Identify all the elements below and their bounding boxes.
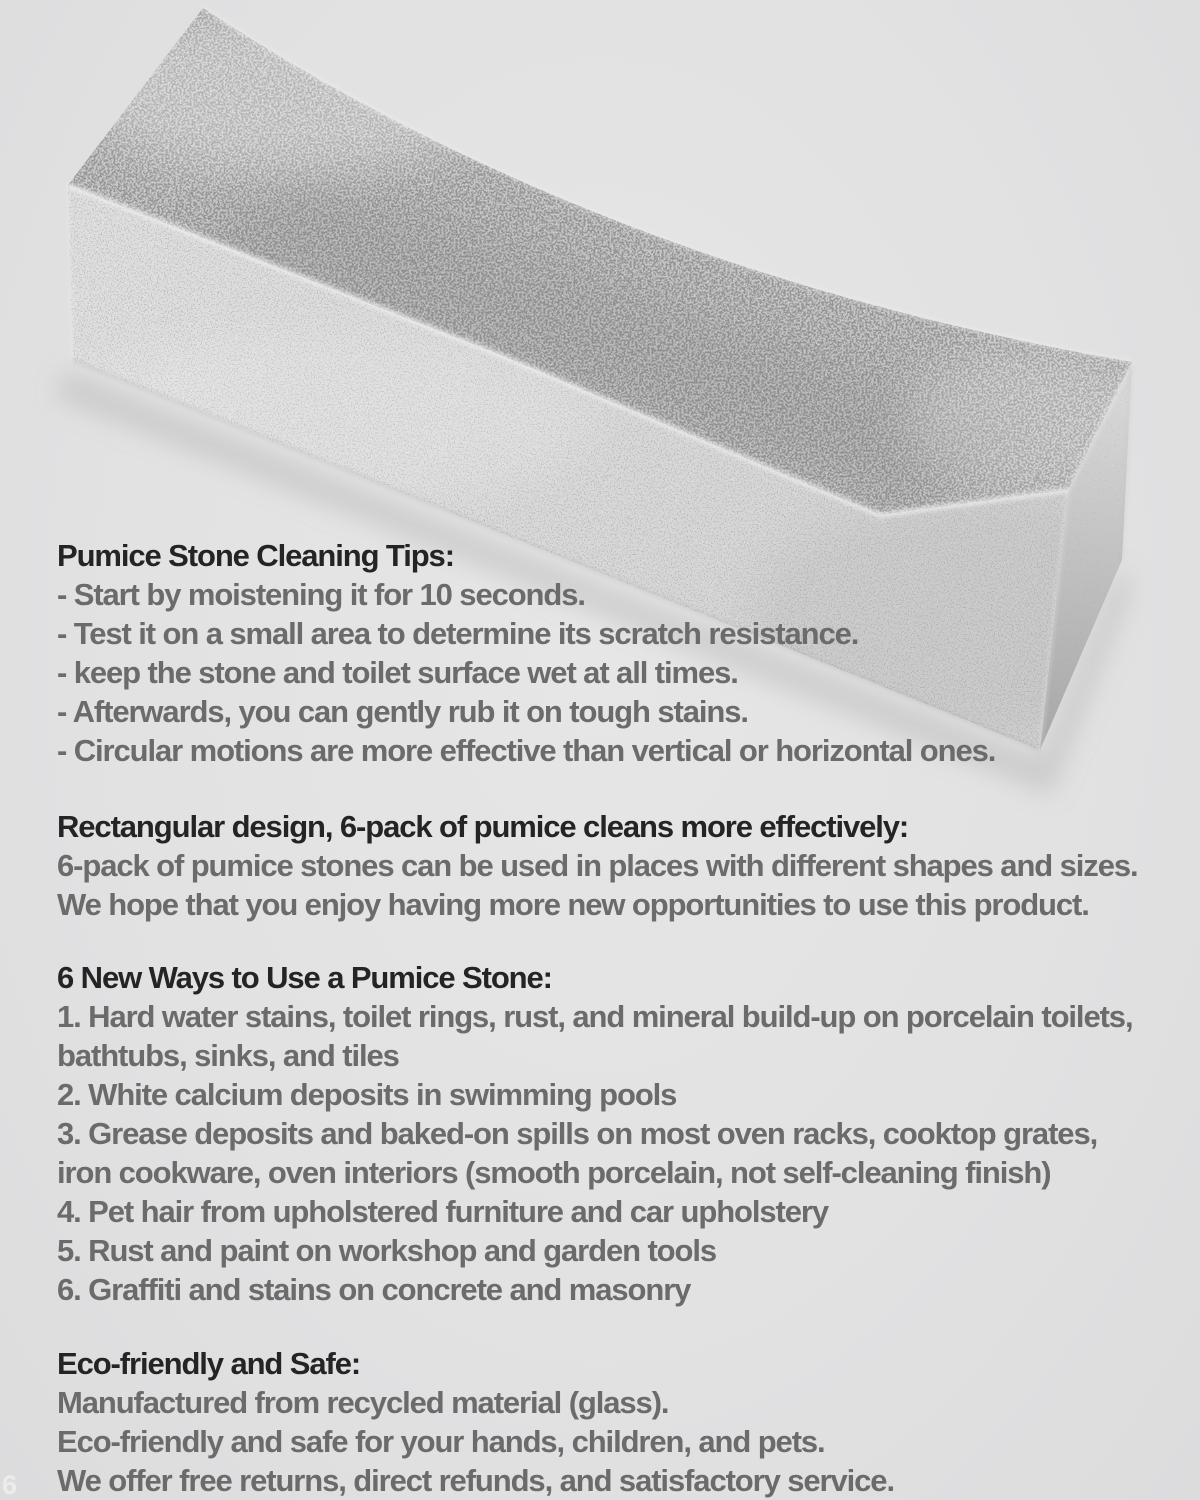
body-line: - Start by moistening it for 10 seconds.	[57, 577, 585, 612]
section-eco-friendly	[57, 1344, 894, 1500]
body-line: bathtubs, sinks, and tiles	[57, 1038, 399, 1073]
body-line: 4. Pet hair from upholstered furniture and car upholstery	[57, 1194, 829, 1229]
body-line: 1. Hard water stains, toilet rings, rust, and mineral build-up on porcelain toilets,	[57, 999, 1133, 1034]
body-line: 3. Grease deposits and baked-on spills on most oven racks, cooktop grates,	[57, 1116, 1098, 1151]
body-line: 5. Rust and paint on workshop and garden tools	[57, 1233, 716, 1268]
body-line: - Circular motions are more effective than vertical or horizontal ones.	[57, 733, 996, 768]
section-six-new-ways	[57, 958, 1132, 1309]
body-line: 6-pack of pumice stones can be used in places with different shapes and sizes.	[57, 848, 1138, 883]
body-line: - Test it on a small area to determine its scratch resistance.	[57, 616, 859, 651]
section-heading: 6 New Ways to Use a Pumice Stone:	[57, 960, 552, 995]
body-line: - Afterwards, you can gently rub it on tough stains.	[57, 694, 748, 729]
body-line: iron cookware, oven interiors (smooth porcelain, not self-cleaning finish)	[57, 1155, 1051, 1190]
section-heading: Eco-friendly and Safe:	[57, 1346, 361, 1381]
section-heading: Rectangular design, 6-pack of pumice cleans more effectively:	[57, 809, 909, 844]
body-line: Manufactured from recycled material (glass).	[57, 1385, 669, 1420]
body-line: Eco-friendly and safe for your hands, children, and pets.	[57, 1424, 825, 1459]
body-line: - keep the stone and toilet surface wet at all times.	[57, 655, 738, 690]
faint-corner-mark: 6	[2, 1470, 18, 1500]
body-line: 2. White calcium deposits in swimming pools	[57, 1077, 677, 1112]
section-cleaning-tips	[57, 536, 995, 770]
section-rectangular-design	[57, 807, 1138, 924]
body-line: We hope that you enjoy having more new opportunities to use this product.	[57, 887, 1089, 922]
body-line: 6. Graffiti and stains on concrete and masonry	[57, 1272, 691, 1307]
body-line: We offer free returns, direct refunds, and satisfactory service.	[57, 1463, 894, 1498]
section-heading: Pumice Stone Cleaning Tips:	[57, 538, 454, 573]
